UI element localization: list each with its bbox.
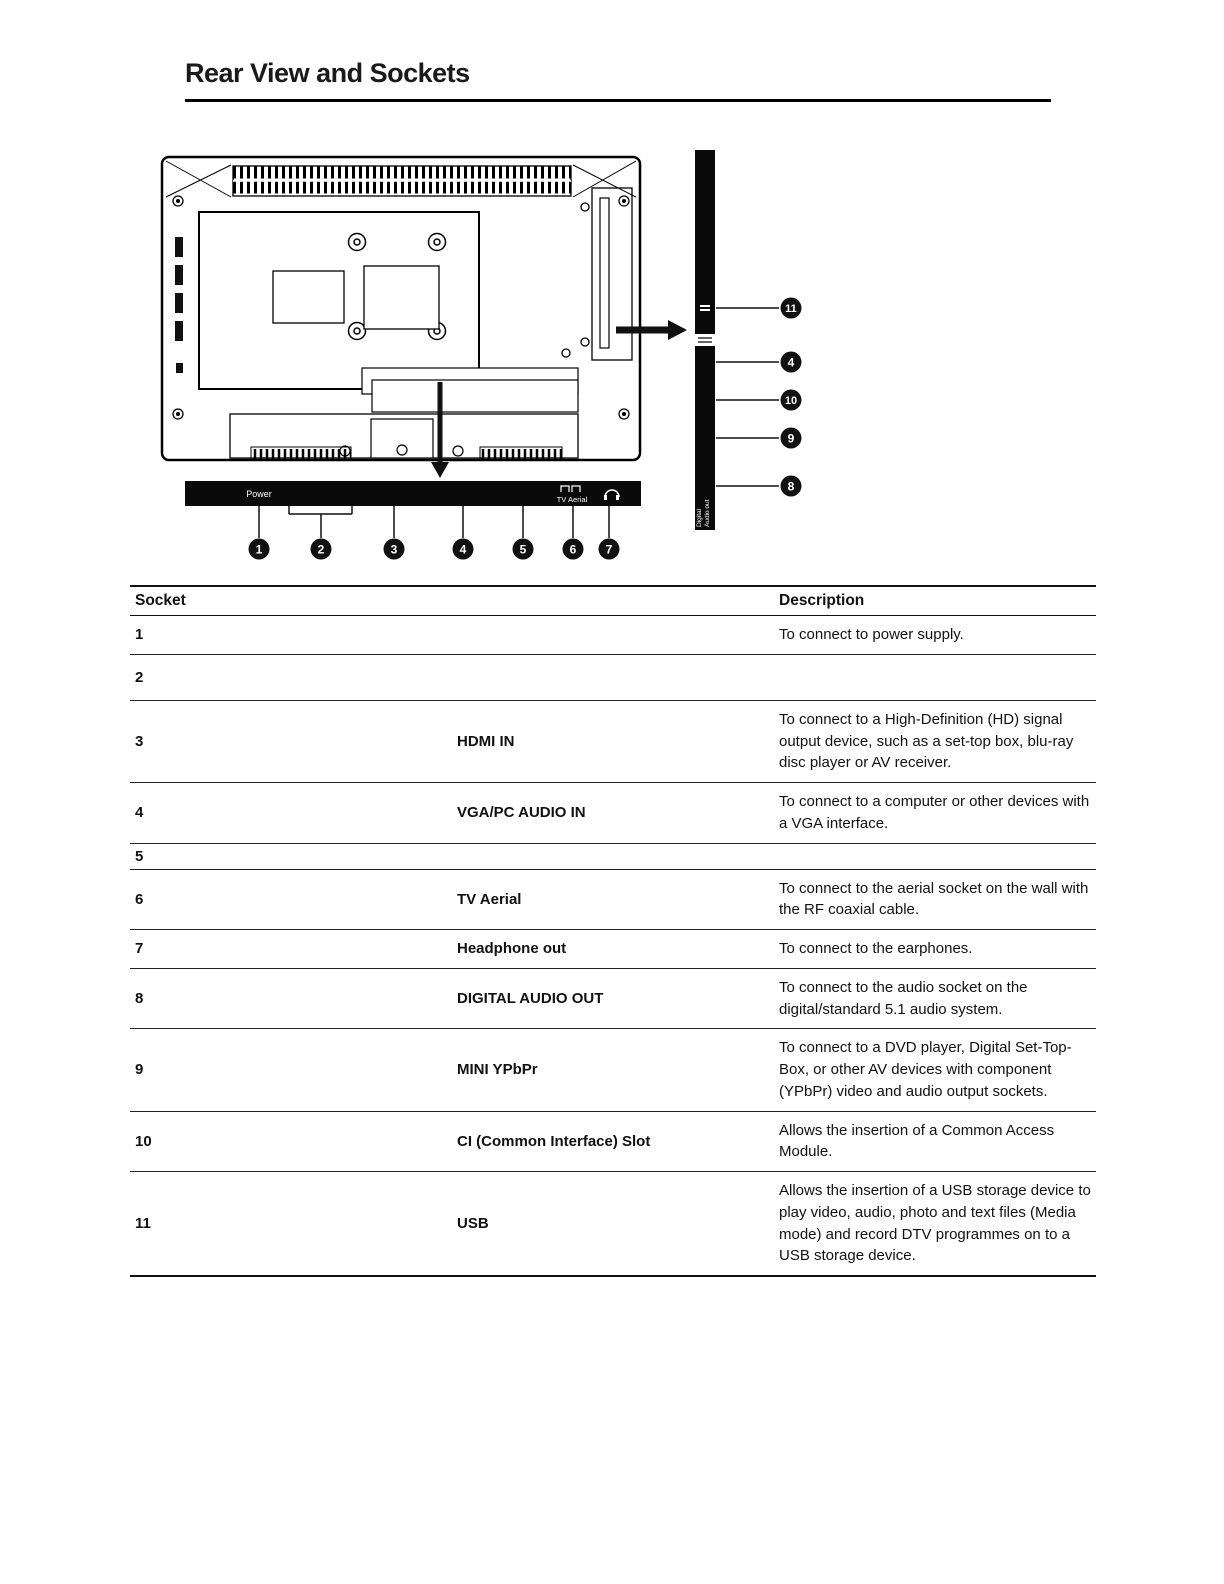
svg-text:8: 8 [787, 479, 795, 494]
svg-text:3: 3 [390, 542, 398, 557]
socket-name: HDMI IN [457, 732, 515, 750]
table-row [130, 700, 1096, 782]
socket-description: Allows the insertion of a USB storage device to play video, audio, photo and text files (Media mode) and record DTV programmes on to a USB storage device. [779, 1182, 1091, 1265]
power-label: Power [246, 489, 272, 499]
side-callouts [781, 298, 802, 497]
callout-2 [311, 539, 332, 560]
callout-5 [513, 539, 534, 560]
table-header-row [130, 586, 1096, 616]
socket-number: 4 [135, 804, 144, 822]
socket-number: 7 [135, 940, 144, 958]
socket-name: TV Aerial [457, 890, 522, 908]
socket-name [452, 616, 774, 655]
socket-description: To connect to a computer or other devices with a VGA interface. [779, 793, 1090, 832]
tv-back-panel [162, 157, 640, 460]
svg-text:6: 6 [569, 542, 577, 557]
bottom-io-strip [185, 481, 641, 506]
socket-description: To connect to a DVD player, Digital Set-Top-Box, or other AV devices with component (YPbPr) video and audio output sockets. [779, 1039, 1072, 1100]
socket-name: DIGITAL AUDIO OUT [457, 990, 604, 1007]
side-io-strip [695, 150, 715, 530]
callout-3 [384, 539, 405, 560]
socket-description: To connect to the aerial socket on the wall with the RF coaxial cable. [779, 879, 1089, 919]
socket-description [774, 843, 1096, 869]
table-row [130, 1172, 1096, 1277]
table-row [130, 1111, 1096, 1172]
socket-number: 9 [135, 1061, 144, 1079]
socket-number: 8 [135, 990, 144, 1007]
table-row [130, 843, 1096, 869]
table-row [130, 869, 1096, 930]
callout-8 [781, 476, 802, 497]
socket-number: 5 [135, 847, 144, 865]
socket-description [774, 654, 1096, 700]
page-header [185, 58, 1051, 102]
socket-description-table [130, 585, 1096, 1277]
svg-text:4: 4 [787, 355, 795, 370]
rear-view-diagram [130, 140, 870, 580]
socket-number: 2 [135, 668, 144, 686]
socket-number: 1 [135, 626, 144, 644]
rear-view-svg [130, 140, 870, 580]
table-row [130, 1029, 1096, 1111]
table-row [130, 654, 1096, 700]
svg-text:10: 10 [784, 395, 798, 407]
callout-7 [599, 539, 620, 560]
svg-text:7: 7 [605, 542, 613, 557]
socket-name [452, 843, 774, 869]
svg-text:9: 9 [787, 431, 795, 446]
svg-text:11: 11 [785, 303, 797, 315]
svg-text:1: 1 [255, 542, 263, 557]
digital-audio-label-line1: Digital [696, 508, 703, 527]
socket-name: Headphone out [457, 940, 567, 958]
callout-4 [453, 539, 474, 560]
socket-description: To connect to the audio socket on the digital/standard 5.1 audio system. [779, 978, 1028, 1018]
socket-description: Allows the insertion of a Common Access Module. [779, 1121, 1055, 1161]
callout-1 [249, 539, 270, 560]
header-description: Description [774, 586, 1096, 616]
socket-number: 6 [135, 890, 144, 908]
callout-10 [781, 390, 802, 411]
table-row [130, 783, 1096, 844]
callout-11 [781, 298, 802, 319]
socket-name: USB [457, 1215, 489, 1232]
socket-description: To connect to a High-Definition (HD) signal output device, such as a set-top box, blu-ray disc player or AV receiver. [779, 710, 1074, 772]
callout-4b [781, 352, 802, 373]
table-row [130, 930, 1096, 969]
socket-name: VGA/PC AUDIO IN [457, 804, 586, 822]
socket-number: 11 [135, 1215, 151, 1232]
svg-text:2: 2 [317, 542, 325, 557]
socket-description: To connect to the earphones. [779, 940, 973, 957]
table-row [130, 616, 1096, 655]
socket-number: 3 [135, 732, 144, 750]
svg-text:5: 5 [519, 542, 527, 557]
socket-name: CI (Common Interface) Slot [457, 1132, 651, 1150]
socket-description: To connect to power supply. [779, 626, 964, 643]
header-socket: Socket [130, 586, 774, 616]
page-title: Rear View and Sockets [185, 58, 470, 88]
socket-number: 10 [135, 1132, 152, 1150]
bottom-leader-lines [259, 506, 609, 538]
vesa-mount-panel [199, 212, 479, 389]
svg-text:4: 4 [459, 542, 467, 557]
callout-6 [563, 539, 584, 560]
side-leader-lines [716, 308, 779, 486]
socket-name [452, 654, 774, 700]
bottom-callouts [249, 539, 620, 560]
table-row [130, 968, 1096, 1029]
callout-9 [781, 428, 802, 449]
tv-aerial-label: TV Aerial [556, 495, 588, 504]
digital-audio-label-line2: Audio out [704, 499, 711, 527]
socket-name: MINI YPbPr [457, 1061, 538, 1079]
